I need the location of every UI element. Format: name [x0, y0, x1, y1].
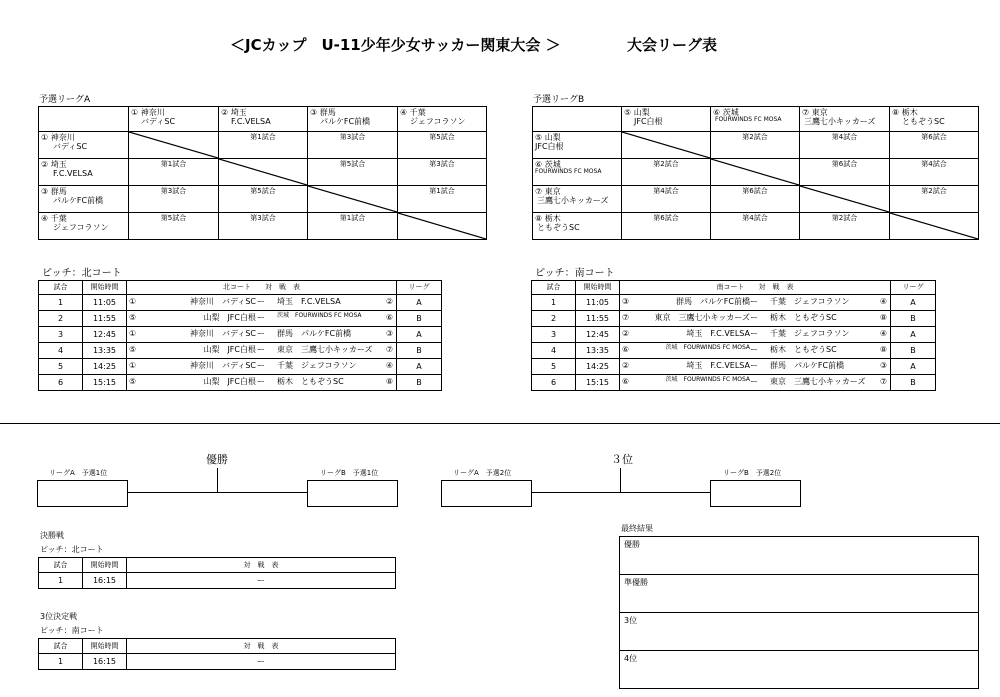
league-a-col-header: ④ 千葉 ジェフコラソン [398, 107, 487, 132]
third-stem [620, 468, 621, 493]
table-row [532, 295, 936, 311]
match-no: 1 [532, 295, 576, 311]
team1-number: ① [129, 361, 137, 370]
team1-number: ⑤ [129, 313, 137, 322]
match-pairing [127, 375, 397, 391]
page-subtitle: 大会リーグ表 [627, 36, 718, 54]
league-b-diagonal-cell [800, 186, 890, 213]
result-champion: 優勝 [620, 537, 979, 575]
match-no: 3 [532, 327, 576, 343]
match-time: 13:35 [83, 343, 127, 359]
league-b-row [533, 159, 979, 186]
league-a-second-box [441, 480, 532, 507]
team2-number: ③ [879, 361, 887, 370]
league-b-diagonal-cell [622, 132, 711, 159]
league-a-cell: 第1試合 [219, 132, 308, 159]
match-league: A [891, 327, 936, 343]
champion-label: 優勝 [206, 453, 228, 466]
league-a-row [39, 132, 487, 159]
team2-number: ② [385, 297, 393, 306]
league-b-diagonal-cell [890, 213, 979, 240]
league-b-cell: 第6試合 [622, 213, 711, 240]
table-row [532, 327, 936, 343]
table-row [532, 375, 936, 391]
team2-name: 千葉 ジェフコラソン [770, 297, 850, 306]
league-a-col-header: ① 神奈川 バディSC [129, 107, 219, 132]
team2-name: 東京 三鷹七小キッカーズ [277, 345, 373, 354]
league-a-row-header: ② 埼玉 F.C.VELSA [39, 159, 129, 186]
vs-dash: ー [257, 377, 265, 386]
league-a-cell: 第1試合 [308, 213, 398, 240]
header-league: リーグ [397, 281, 442, 295]
third-pitch-label: ピッチ：南コート [40, 626, 104, 635]
team2-name: 栃木 ともぞうSC [770, 313, 837, 322]
header-no: 試合 [39, 639, 83, 654]
league-b-cell: 第4試合 [711, 213, 800, 240]
vs-dash: ー [750, 377, 758, 386]
north-pitch-label: ピッチ：北コート [42, 268, 122, 279]
team2-number: ④ [879, 329, 887, 338]
table-row [39, 295, 442, 311]
match-no: 5 [39, 359, 83, 375]
match-pairing: ー [127, 654, 396, 670]
vs-dash: ー [750, 313, 758, 322]
team2-number: ④ [385, 361, 393, 370]
header-match: 対 戦 表 [127, 639, 396, 654]
header-time: 開始時間 [83, 281, 127, 295]
league-b-cell: 第2試合 [622, 159, 711, 186]
vs-dash: ー [750, 361, 758, 370]
page-title: ＜JCカップ U-11少年少女サッカー関東大会 ＞ [230, 36, 561, 54]
match-time: 15:15 [576, 375, 620, 391]
league-b-cell: 第4試合 [622, 186, 711, 213]
vs-dash: ー [257, 329, 265, 338]
league-b-cell: 第6試合 [890, 132, 979, 159]
match-time: 12:45 [576, 327, 620, 343]
match-no: 2 [532, 311, 576, 327]
result-row [620, 613, 979, 651]
match-no: 1 [39, 654, 83, 670]
league-b-first-label: リーグB 予選1位 [320, 469, 379, 477]
result-runner-up: 準優勝 [620, 575, 979, 613]
north-schedule-table [38, 280, 442, 391]
league-a-diagonal-cell [219, 159, 308, 186]
match-pairing [620, 375, 891, 391]
match-pairing [620, 295, 891, 311]
match-league: B [891, 375, 936, 391]
final-table [38, 557, 396, 589]
third-table [38, 638, 396, 670]
match-pairing [620, 327, 891, 343]
table-row [532, 343, 936, 359]
team2-name: 東京 三鷹七小キッカーズ [770, 377, 866, 386]
league-b-label: 予選リーグB [533, 95, 585, 105]
match-time: 15:15 [83, 375, 127, 391]
league-b-cell: 第4試合 [890, 159, 979, 186]
league-b-cell: 第6試合 [800, 159, 890, 186]
league-b-diagonal-cell [711, 159, 800, 186]
league-a-cell: 第5試合 [308, 159, 398, 186]
team2-name: 群馬 パルケFC前橋 [770, 361, 845, 370]
header-match: 南コート 対 戦 表 [620, 281, 891, 295]
third-match-label: 3位決定戦 [40, 612, 78, 621]
table-row [532, 359, 936, 375]
match-pairing [127, 343, 397, 359]
result-row [620, 537, 979, 575]
league-b-col-header: ⑧ 栃木 ともぞうSC [890, 107, 979, 132]
team2-name: 栃木 ともぞうSC [770, 345, 837, 354]
team1-name: 山梨 JFC白根 [203, 377, 256, 386]
match-time: 13:35 [576, 343, 620, 359]
match-league: A [891, 359, 936, 375]
header-time: 開始時間 [83, 558, 127, 573]
match-no: 2 [39, 311, 83, 327]
team1-name: 神奈川 バディSC [189, 297, 256, 306]
team1-number: ① [129, 329, 137, 338]
team1-name: 東京 三鷹七小キッカーズ [654, 313, 750, 322]
match-league: A [397, 295, 442, 311]
league-b-col-header: ⑦ 東京 三鷹七小キッカーズ [800, 107, 890, 132]
vs-dash: ー [257, 297, 265, 306]
team2-name: 群馬 パルケFC前橋 [277, 329, 352, 338]
match-pairing [127, 327, 397, 343]
table-row [39, 573, 396, 589]
final-stem [217, 468, 218, 493]
final-pitch-label: ピッチ：北コート [40, 545, 104, 554]
league-a-table [38, 106, 487, 240]
league-a-first-box [37, 480, 128, 507]
league-a-row [39, 186, 487, 213]
league-a-cell: 第3試合 [308, 132, 398, 159]
team1-number: ② [622, 361, 630, 370]
table-row [39, 359, 442, 375]
league-b-col-header: ⑥ 茨城 FOURWINDS FC MOSA [711, 107, 800, 132]
match-time: 16:15 [83, 654, 127, 670]
table-row [39, 654, 396, 670]
league-b-cell: 第2試合 [711, 132, 800, 159]
vs-dash: ー [257, 361, 265, 370]
match-league: A [397, 327, 442, 343]
league-b-row-header: ⑤ 山梨 JFC白根 [533, 132, 622, 159]
header-match: 北コート 対 戦 表 [127, 281, 397, 295]
league-b-row-header: ⑦ 東京 三鷹七小キッカーズ [533, 186, 622, 213]
league-a-col-header: ③ 群馬 パルケFC前橋 [308, 107, 398, 132]
match-time: 11:05 [576, 295, 620, 311]
league-b-corner [533, 107, 622, 132]
match-pairing: ー [127, 573, 396, 589]
match-league: B [397, 343, 442, 359]
match-league: B [397, 311, 442, 327]
match-league: B [397, 375, 442, 391]
match-time: 11:55 [576, 311, 620, 327]
header-no: 試合 [39, 558, 83, 573]
team1-number: ⑥ [622, 377, 630, 386]
league-a-corner [39, 107, 129, 132]
team1-name: 埼玉 F.C.VELSA [686, 329, 750, 338]
match-no: 4 [532, 343, 576, 359]
league-b-second-box [710, 480, 801, 507]
match-no: 1 [39, 295, 83, 311]
team2-number: ③ [385, 329, 393, 338]
team2-number: ④ [879, 297, 887, 306]
league-a-second-label: リーグA 予選2位 [453, 469, 512, 477]
team2-name: 千葉 ジェフコラソン [277, 361, 357, 370]
result-third: 3位 [620, 613, 979, 651]
table-row [39, 375, 442, 391]
table-row [39, 343, 442, 359]
team1-number: ⑥ [622, 345, 630, 354]
header-match: 対 戦 表 [127, 558, 396, 573]
match-no: 6 [39, 375, 83, 391]
match-pairing [620, 359, 891, 375]
league-b-row [533, 132, 979, 159]
match-pairing [127, 359, 397, 375]
header-time: 開始時間 [83, 639, 127, 654]
league-b-table [532, 106, 979, 240]
match-league: B [891, 343, 936, 359]
league-a-row-header: ③ 群馬 パルケFC前橋 [39, 186, 129, 213]
match-pairing [127, 311, 397, 327]
team2-name: 栃木 ともぞうSC [277, 377, 344, 386]
match-time: 14:25 [83, 359, 127, 375]
match-no: 5 [532, 359, 576, 375]
team1-number: ⑤ [129, 377, 137, 386]
league-a-label: 予選リーグA [39, 95, 91, 105]
team2-number: ⑧ [879, 313, 887, 322]
results-label: 最終結果 [621, 524, 653, 533]
header-time: 開始時間 [576, 281, 620, 295]
league-a-diagonal-cell [398, 213, 487, 240]
match-pairing [620, 311, 891, 327]
section-divider [0, 423, 1000, 424]
match-league: A [397, 359, 442, 375]
league-a-diagonal-cell [129, 132, 219, 159]
vs-dash: ー [750, 345, 758, 354]
results-table [619, 536, 979, 689]
league-a-col-header: ② 埼玉 F.C.VELSA [219, 107, 308, 132]
league-a-row-header: ① 神奈川 バディSC [39, 132, 129, 159]
table-row [39, 311, 442, 327]
result-row [620, 575, 979, 613]
team1-number: ⑤ [129, 345, 137, 354]
league-a-cell: 第5試合 [219, 186, 308, 213]
league-b-first-box [307, 480, 398, 507]
team1-number: ① [129, 297, 137, 306]
header-league: リーグ [891, 281, 936, 295]
result-row [620, 651, 979, 689]
league-a-cell: 第3試合 [129, 186, 219, 213]
league-a-row-header: ④ 千葉 ジェフコラソン [39, 213, 129, 240]
league-a-row [39, 213, 487, 240]
team2-number: ⑦ [879, 377, 887, 386]
league-b-second-label: リーグB 予選2位 [723, 469, 782, 477]
table-row [532, 311, 936, 327]
league-b-cell: 第4試合 [800, 132, 890, 159]
third-place-label: ３位 [611, 453, 633, 466]
vs-dash: ー [750, 297, 758, 306]
match-pairing [127, 295, 397, 311]
team1-number: ② [622, 329, 630, 338]
match-no: 3 [39, 327, 83, 343]
league-b-cell: 第2試合 [800, 213, 890, 240]
league-a-cell: 第1試合 [129, 159, 219, 186]
team1-name: 山梨 JFC白根 [203, 345, 256, 354]
team1-number: ③ [622, 297, 630, 306]
team2-name: 茨城 FOURWINDS FC MOSA [277, 312, 362, 319]
match-no: 1 [39, 573, 83, 589]
league-a-cell: 第3試合 [398, 159, 487, 186]
league-a-cell: 第1試合 [398, 186, 487, 213]
match-time: 11:05 [83, 295, 127, 311]
match-no: 4 [39, 343, 83, 359]
team2-number: ⑦ [385, 345, 393, 354]
league-b-cell: 第2試合 [890, 186, 979, 213]
league-b-col-header: ⑤ 山梨 JFC白根 [622, 107, 711, 132]
match-league: A [891, 295, 936, 311]
league-b-row [533, 186, 979, 213]
team1-name: 茨城 FOURWINDS FC MOSA [665, 344, 750, 351]
vs-dash: ー [257, 345, 265, 354]
match-time: 12:45 [83, 327, 127, 343]
team2-name: 埼玉 F.C.VELSA [277, 297, 341, 306]
south-schedule-table [531, 280, 936, 391]
match-league: B [891, 311, 936, 327]
header-no: 試合 [532, 281, 576, 295]
league-a-diagonal-cell [308, 186, 398, 213]
league-a-first-label: リーグA 予選1位 [49, 469, 108, 477]
team1-name: 群馬 パルケFC前橋 [675, 297, 750, 306]
match-time: 11:55 [83, 311, 127, 327]
league-b-row-header: ⑥ 茨城 FOURWINDS FC MOSA [533, 159, 622, 186]
team1-name: 神奈川 バディSC [189, 361, 256, 370]
team1-name: 神奈川 バディSC [189, 329, 256, 338]
team2-number: ⑥ [385, 313, 393, 322]
league-b-row [533, 213, 979, 240]
south-pitch-label: ピッチ：南コート [535, 268, 615, 279]
match-time: 14:25 [576, 359, 620, 375]
league-a-row [39, 159, 487, 186]
league-a-cell: 第3試合 [219, 213, 308, 240]
table-row [39, 327, 442, 343]
league-a-cell: 第5試合 [129, 213, 219, 240]
team2-number: ⑧ [385, 377, 393, 386]
match-time: 16:15 [83, 573, 127, 589]
vs-dash: ー [750, 329, 758, 338]
match-no: 6 [532, 375, 576, 391]
header-no: 試合 [39, 281, 83, 295]
final-label: 決勝戦 [40, 531, 64, 540]
team1-name: 山梨 JFC白根 [203, 313, 256, 322]
league-b-cell: 第6試合 [711, 186, 800, 213]
league-b-row-header: ⑧ 栃木 ともぞうSC [533, 213, 622, 240]
league-a-cell: 第5試合 [398, 132, 487, 159]
team2-number: ⑧ [879, 345, 887, 354]
result-fourth: 4位 [620, 651, 979, 689]
team1-name: 茨城 FOURWINDS FC MOSA [665, 376, 750, 383]
vs-dash: ー [257, 313, 265, 322]
team2-name: 千葉 ジェフコラソン [770, 329, 850, 338]
team1-name: 埼玉 F.C.VELSA [686, 361, 750, 370]
match-pairing [620, 343, 891, 359]
team1-number: ⑦ [622, 313, 630, 322]
